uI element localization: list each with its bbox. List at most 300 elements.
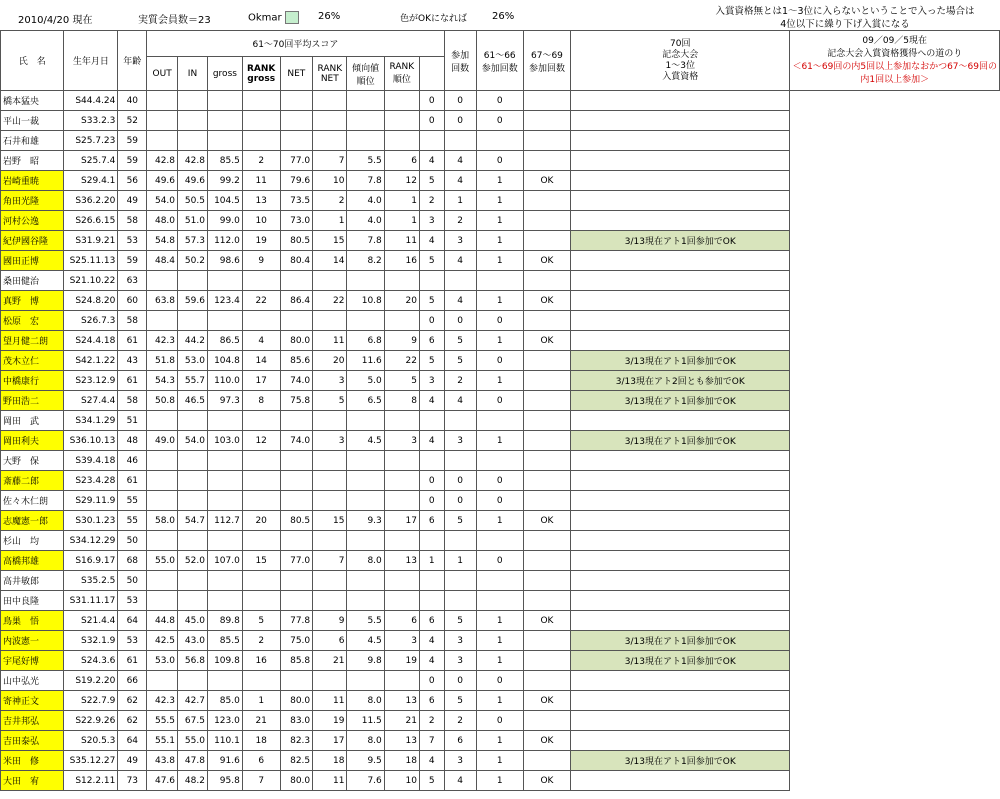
cell-gross: 123.4 [207,291,242,311]
table-row [1,171,1000,191]
cell-net [280,91,313,111]
cell-note [571,511,790,531]
cell-rg: 4 [242,331,280,351]
table-row [1,331,1000,351]
cell-p2: 1 [476,291,523,311]
cell-k [523,411,570,431]
cell-rn: 5 [313,391,347,411]
cell-in: 47.8 [178,751,208,771]
cell-part: 7 [419,731,444,751]
table-row [1,511,1000,531]
cell-rank [384,411,419,431]
cell-net [280,491,313,511]
cell-k [523,531,570,551]
cell-part [419,411,444,431]
cell-net: 82.5 [280,751,313,771]
cell-rn: 6 [313,631,347,651]
cell-p1: 0 [444,311,476,331]
cell-rank [384,591,419,611]
cell-p2: 0 [476,111,523,131]
header-part-61-66: 61～66 参加回数 [476,31,523,91]
cell-birth: S12.2.11 [64,771,118,791]
cell-rg [242,451,280,471]
cell-p2: 1 [476,171,523,191]
cell-gross [207,91,242,111]
cell-name: 真野 博 [1,291,64,311]
cell-net: 74.0 [280,431,313,451]
cell-rank: 16 [384,251,419,271]
cell-rank: 5 [384,371,419,391]
cell-rank [384,131,419,151]
cell-gross: 123.0 [207,711,242,731]
table-row [1,411,1000,431]
cell-age: 66 [118,671,147,691]
cell-note [571,291,790,311]
cell-rn [313,451,347,471]
cell-trend: 6.5 [347,391,384,411]
cell-rn: 15 [313,231,347,251]
table-row [1,631,1000,651]
cell-rg: 12 [242,431,280,451]
cell-rn: 11 [313,771,347,791]
cell-rg [242,471,280,491]
cell-p1: 6 [444,731,476,751]
cell-age: 73 [118,771,147,791]
cell-rn: 15 [313,511,347,531]
cell-rn: 11 [313,691,347,711]
cell-note [571,211,790,231]
cell-note [571,711,790,731]
cell-rg: 5 [242,611,280,631]
cell-name: 國田正博 [1,251,64,271]
cell-name: 高井敏郎 [1,571,64,591]
cell-gross [207,311,242,331]
cell-age: 53 [118,631,147,651]
cell-part: 6 [419,331,444,351]
cell-in [178,411,208,431]
cell-age: 55 [118,511,147,531]
cell-p2: 1 [476,191,523,211]
table-row [1,691,1000,711]
cell-out: 48.0 [147,211,178,231]
cell-out: 54.0 [147,191,178,211]
cell-p2: 0 [476,471,523,491]
cell-trend: 8.0 [347,731,384,751]
cell-out: 53.0 [147,651,178,671]
cell-p1: 0 [444,111,476,131]
cell-trend: 5.5 [347,611,384,631]
cell-note [571,191,790,211]
cell-trend [347,91,384,111]
cell-gross [207,131,242,151]
cell-in [178,471,208,491]
cell-k [523,191,570,211]
cell-net [280,131,313,151]
cell-trend: 9.5 [347,751,384,771]
cell-gross: 107.0 [207,551,242,571]
cell-age: 40 [118,91,147,111]
cell-age: 68 [118,551,147,571]
cell-rg: 2 [242,151,280,171]
cell-k [523,131,570,151]
cell-out: 63.8 [147,291,178,311]
cell-trend: 7.6 [347,771,384,791]
cell-in [178,531,208,551]
cell-net: 75.0 [280,631,313,651]
cell-rg: 10 [242,211,280,231]
cell-p1: 3 [444,431,476,451]
cell-age: 55 [118,491,147,511]
cell-rg [242,411,280,431]
okmar-label: Okmar [248,11,299,24]
cell-note: 3/13現在アト1回参加でOK [571,431,790,451]
cell-name: 内波憲一 [1,631,64,651]
cell-gross: 109.8 [207,651,242,671]
cell-k [523,571,570,591]
cell-note [571,451,790,471]
cell-part: 4 [419,651,444,671]
cell-trend: 9.8 [347,651,384,671]
cell-k: OK [523,511,570,531]
cell-net: 77.0 [280,551,313,571]
cell-gross [207,591,242,611]
cell-rg [242,131,280,151]
cell-age: 50 [118,531,147,551]
table-row [1,391,1000,411]
cell-in: 48.2 [178,771,208,791]
cell-rn [313,131,347,151]
cell-birth: S29.4.1 [64,171,118,191]
cell-trend: 8.2 [347,251,384,271]
cell-rn: 19 [313,711,347,731]
table-row [1,211,1000,231]
cell-p2: 1 [476,251,523,271]
table-row [1,471,1000,491]
cell-p1: 4 [444,151,476,171]
cell-net: 73.0 [280,211,313,231]
cell-in: 46.5 [178,391,208,411]
cell-p2: 0 [476,351,523,371]
cell-rn: 14 [313,251,347,271]
cell-note: 3/13現在アト1回参加でOK [571,391,790,411]
table-row [1,91,1000,111]
cell-trend [347,491,384,511]
table-row [1,251,1000,271]
cell-note: 3/13現在アト1回参加でOK [571,351,790,371]
cell-p2: 0 [476,551,523,571]
cell-birth: S36.2.20 [64,191,118,211]
cell-rn [313,531,347,551]
cell-name: 松原 宏 [1,311,64,331]
table-row [1,191,1000,211]
cell-gross: 97.3 [207,391,242,411]
header-in: IN [178,57,208,91]
cell-trend: 5.0 [347,371,384,391]
cell-p1: 3 [444,231,476,251]
cell-trend [347,111,384,131]
header-avg-score: 61～70回平均スコア [147,31,444,57]
cell-net: 85.6 [280,351,313,371]
cell-in [178,271,208,291]
cell-note [571,691,790,711]
cell-trend: 4.5 [347,631,384,651]
cell-out [147,271,178,291]
score-table [0,30,1000,791]
cell-net: 86.4 [280,291,313,311]
cell-rg: 14 [242,351,280,371]
cell-rank [384,91,419,111]
cell-k [523,671,570,691]
cell-p1: 0 [444,91,476,111]
cell-p2 [476,451,523,471]
cell-trend: 4.0 [347,191,384,211]
cell-trend [347,411,384,431]
cell-out [147,411,178,431]
cell-birth: S32.1.9 [64,631,118,651]
cell-name: 高橋邦雄 [1,551,64,571]
cell-rank: 19 [384,651,419,671]
cell-note [571,551,790,571]
cell-age: 52 [118,111,147,131]
cell-note [571,731,790,751]
cell-out: 43.8 [147,751,178,771]
table-row [1,651,1000,671]
cell-rank [384,471,419,491]
header-name: 氏 名 [1,31,64,91]
cell-k [523,391,570,411]
cell-birth: S25.11.13 [64,251,118,271]
cell-name: 鳥巣 悟 [1,611,64,631]
cell-rg: 8 [242,391,280,411]
cell-trend: 5.5 [347,151,384,171]
cell-gross: 89.8 [207,611,242,631]
cell-age: 61 [118,371,147,391]
cell-rn [313,571,347,591]
cell-p1: 5 [444,351,476,371]
color-ok-label: 色がOKになれば [400,14,467,24]
cell-net: 80.5 [280,511,313,531]
cell-gross: 85.0 [207,691,242,711]
cell-part: 0 [419,491,444,511]
cell-birth: S20.5.3 [64,731,118,751]
cell-net [280,311,313,331]
cell-rn [313,111,347,131]
cell-p1 [444,131,476,151]
cell-in: 54.7 [178,511,208,531]
cell-net [280,451,313,471]
cell-note [571,491,790,511]
cell-p2: 0 [476,91,523,111]
cell-out: 42.5 [147,631,178,651]
cell-birth: S29.11.9 [64,491,118,511]
cell-rg: 17 [242,371,280,391]
cell-out [147,111,178,131]
cell-age: 48 [118,431,147,451]
cell-part: 3 [419,371,444,391]
cell-note: 3/13現在アト2回とも参加でOK [571,371,790,391]
cell-out: 49.0 [147,431,178,451]
table-row [1,491,1000,511]
cell-age: 64 [118,731,147,751]
cell-p1: 1 [444,191,476,211]
cell-out [147,471,178,491]
cell-note [571,311,790,331]
table-row [1,231,1000,251]
table-row [1,431,1000,451]
cell-age: 62 [118,711,147,731]
cell-in: 59.6 [178,291,208,311]
cell-p1: 0 [444,471,476,491]
cell-rn: 20 [313,351,347,371]
cell-in: 44.2 [178,331,208,351]
cell-in: 50.2 [178,251,208,271]
cell-in: 45.0 [178,611,208,631]
cell-rank: 22 [384,351,419,371]
cell-out: 49.6 [147,171,178,191]
cell-rank [384,111,419,131]
cell-part: 6 [419,691,444,711]
cell-trend: 9.3 [347,511,384,531]
cell-age: 53 [118,591,147,611]
cell-gross: 110.0 [207,371,242,391]
cell-birth: S30.1.23 [64,511,118,531]
cell-birth: S25.7.4 [64,151,118,171]
cell-birth: S19.2.20 [64,671,118,691]
cell-rg [242,311,280,331]
cell-out: 44.8 [147,611,178,631]
cell-name: 茂木立仁 [1,351,64,371]
table-row [1,551,1000,571]
cell-rg: 18 [242,731,280,751]
cell-k [523,371,570,391]
table-row [1,151,1000,171]
cell-part: 5 [419,251,444,271]
table-row [1,111,1000,131]
cell-p2: 1 [476,651,523,671]
cell-p2 [476,531,523,551]
cell-rn [313,91,347,111]
cell-rank: 6 [384,151,419,171]
cell-p2: 1 [476,751,523,771]
cell-note [571,771,790,791]
cell-gross: 99.0 [207,211,242,231]
cell-name: 大野 保 [1,451,64,471]
cell-trend [347,131,384,151]
cell-birth: S36.10.13 [64,431,118,451]
cell-name: 志魔憲一郎 [1,511,64,531]
cell-p2: 1 [476,431,523,451]
cell-trend [347,591,384,611]
cell-k [523,111,570,131]
cell-note: 3/13現在アト1回参加でOK [571,651,790,671]
header-rank-net: RANK NET [313,57,347,91]
header-gross: gross [207,57,242,91]
cell-rank: 9 [384,331,419,351]
cell-p1: 5 [444,611,476,631]
cell-birth: S23.12.9 [64,371,118,391]
cell-birth: S24.3.6 [64,651,118,671]
header-participation: 参加 回数 [444,31,476,91]
cell-birth: S26.6.15 [64,211,118,231]
cell-part: 0 [419,311,444,331]
cell-p2 [476,131,523,151]
table-row [1,611,1000,631]
cell-note [571,331,790,351]
header-age: 年齢 [118,31,147,91]
cell-in: 42.8 [178,151,208,171]
cell-rg: 11 [242,171,280,191]
cell-part: 5 [419,171,444,191]
cell-rank: 18 [384,751,419,771]
cell-rank: 3 [384,431,419,451]
cell-rg [242,491,280,511]
cell-trend: 4.0 [347,211,384,231]
cell-p2: 0 [476,391,523,411]
cell-rg: 20 [242,511,280,531]
cell-gross [207,531,242,551]
cell-age: 59 [118,251,147,271]
cell-in: 49.6 [178,171,208,191]
cell-part: 0 [419,111,444,131]
cell-rg: 13 [242,191,280,211]
cell-out: 42.8 [147,151,178,171]
cell-part [419,571,444,591]
cell-in [178,491,208,511]
cell-rn: 3 [313,371,347,391]
table-row [1,311,1000,331]
cell-part: 5 [419,351,444,371]
cell-birth: S44.4.24 [64,91,118,111]
cell-net: 77.8 [280,611,313,631]
cell-p1: 4 [444,291,476,311]
cell-name: 河村公逸 [1,211,64,231]
cell-k [523,211,570,231]
cell-p1: 3 [444,651,476,671]
cell-part: 4 [419,431,444,451]
cell-rank [384,671,419,691]
cell-age: 61 [118,331,147,351]
cell-out: 55.0 [147,551,178,571]
cell-k [523,551,570,571]
cell-p1 [444,451,476,471]
cell-rg: 7 [242,771,280,791]
cell-rg [242,571,280,591]
cell-age: 60 [118,291,147,311]
cell-k [523,631,570,651]
cell-trend [347,311,384,331]
cell-p2: 1 [476,211,523,231]
table-row [1,371,1000,391]
cell-p2: 1 [476,371,523,391]
cell-name: 斎藤二郎 [1,471,64,491]
cell-rn: 21 [313,651,347,671]
cell-name: 田中良隆 [1,591,64,611]
cell-rn: 11 [313,331,347,351]
cell-note [571,411,790,431]
cell-note [571,111,790,131]
cell-gross: 103.0 [207,431,242,451]
cell-age: 46 [118,451,147,471]
cell-gross: 112.7 [207,511,242,531]
table-row [1,291,1000,311]
cell-name: 寄神正文 [1,691,64,711]
cell-k: OK [523,331,570,351]
cell-k [523,311,570,331]
cell-out: 51.8 [147,351,178,371]
cell-trend [347,471,384,491]
cell-out [147,451,178,471]
cell-p1: 5 [444,331,476,351]
